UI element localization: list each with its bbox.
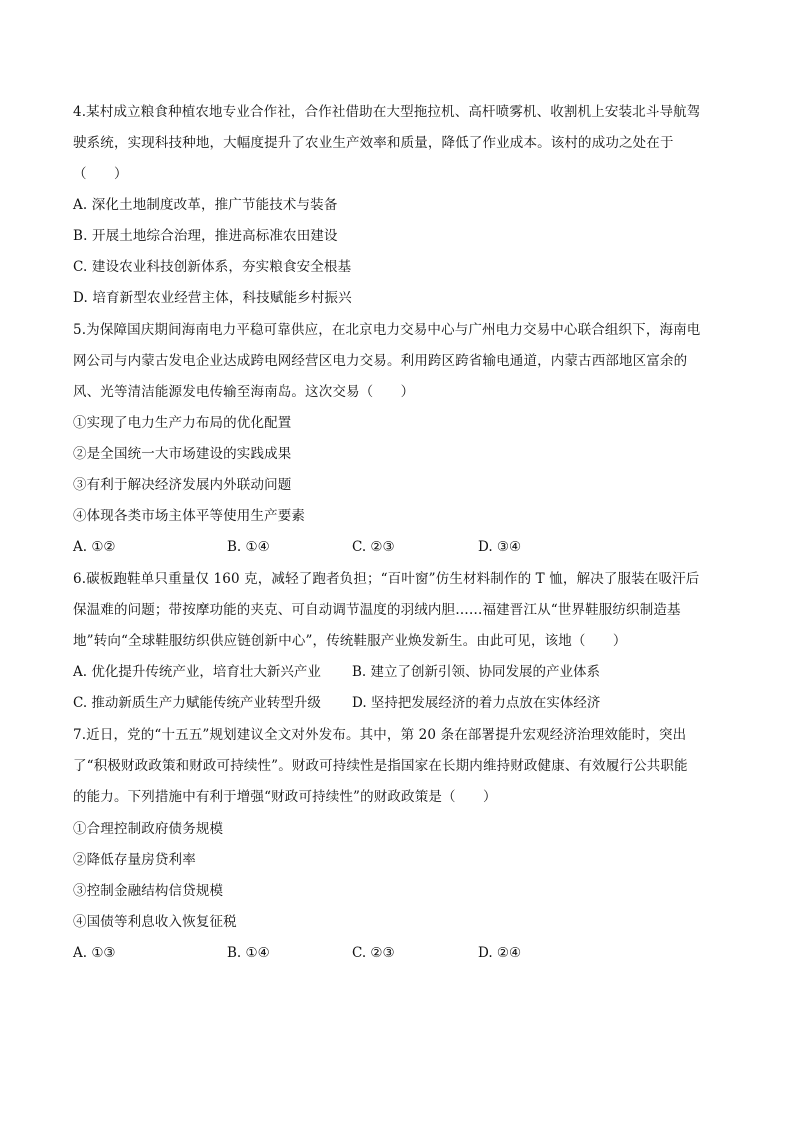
question-7-option-b: B. ①④ [227, 945, 270, 961]
question-6-option-c: C. 推动新质生产力赋能传统产业转型升级 [73, 695, 321, 711]
question-5-stem-line-2: 网公司与内蒙古发电企业达成跨电网经营区电力交易。利用跨区跨省输电通道，内蒙古西部地区富余的 [73, 353, 688, 369]
question-4-stem-line-2: 驶系统，实现科技种地，大幅度提升了农业生产效率和质量，降低了作业成本。该村的成功之处在于 [73, 135, 674, 151]
question-7-stem-line-2: 了“积极财政政策和财政可持续性”。财政可持续性是指国家在长期内维持财政健康、有效履行公共职能 [73, 758, 688, 774]
question-5-statement-4: ④体现各类市场主体平等使用生产要素 [73, 508, 306, 524]
question-6-option-d: D. 坚持把发展经济的着力点放在实体经济 [352, 695, 601, 711]
question-4-option-a: A. 深化土地制度改革，推广节能技术与装备 [73, 197, 338, 213]
question-4-option-c: C. 建设农业科技创新体系，夯实粮食安全根基 [73, 259, 352, 275]
question-5-option-a: A. ①② [73, 539, 116, 555]
question-6-stem-line-1: 6.碳板跑鞋单只重量仅 160 克，减轻了跑者负担；“百叶窗”仿生材料制作的 T 恤，解决了服装在吸汗后 [73, 571, 700, 587]
question-5-stem-line-3: 风、光等清洁能源发电传输至海南岛。这次交易（ ） [73, 384, 415, 400]
question-5-option-b: B. ①④ [227, 539, 270, 555]
question-4-stem-line-1: 4.某村成立粮食种植农地专业合作社，合作社借助在大型拖拉机、高杆喷雾机、收割机上安装北斗导航驾 [73, 104, 701, 120]
question-6-option-a: A. 优化提升传统产业，培育壮大新兴产业 [73, 664, 321, 680]
question-4-option-b: B. 开展土地综合治理，推进高标准农田建设 [73, 228, 338, 244]
question-5-option-d: D. ③④ [478, 539, 522, 555]
question-4-option-d: D. 培育新型农业经营主体，科技赋能乡村振兴 [73, 290, 352, 306]
question-7-option-d: D. ②④ [478, 945, 522, 961]
question-5-option-c: C. ②③ [352, 539, 395, 555]
question-5-statement-3: ③有利于解决经济发展内外联动问题 [73, 477, 292, 493]
question-7-stem-line-3: 的能力。下列措施中有利于增强“财政可持续性”的财政政策是（ ） [73, 789, 497, 805]
question-7-statement-1: ①合理控制政府债务规模 [73, 821, 224, 837]
question-5-stem-line-1: 5.为保障国庆期间海南电力平稳可靠供应，在北京电力交易中心与广州电力交易中心联合组织下，海南电 [73, 322, 701, 338]
question-7-statement-3: ③控制金融结构信贷规模 [73, 883, 224, 899]
question-7-statement-4: ④国债等利息收入恢复征税 [73, 914, 237, 930]
question-4-stem-line-3: （ ） [73, 166, 128, 182]
question-5-statement-2: ②是全国统一大市场建设的实践成果 [73, 446, 292, 462]
question-6-option-b: B. 建立了创新引领、协同发展的产业体系 [352, 664, 601, 680]
question-7-option-c: C. ②③ [352, 945, 395, 961]
question-7-statement-2: ②降低存量房贷利率 [73, 852, 196, 868]
question-5-statement-1: ①实现了电力生产力布局的优化配置 [73, 415, 292, 431]
question-6-stem-line-2: 保温难的问题；带按摩功能的夹克、可自动调节温度的羽绒内胆……福建晋江从“世界鞋服纺织制造基 [73, 602, 681, 618]
question-7-stem-line-1: 7.近日，党的“十五五”规划建议全文对外发布。其中，第 20 条在部署提升宏观经济治理效能时，突出 [73, 727, 687, 743]
question-6-stem-line-3: 地”转向“全球鞋服纺织供应链创新中心”，传统鞋服产业焕发新生。由此可见，该地（ ） [73, 633, 627, 649]
question-7-option-a: A. ①③ [73, 945, 116, 961]
